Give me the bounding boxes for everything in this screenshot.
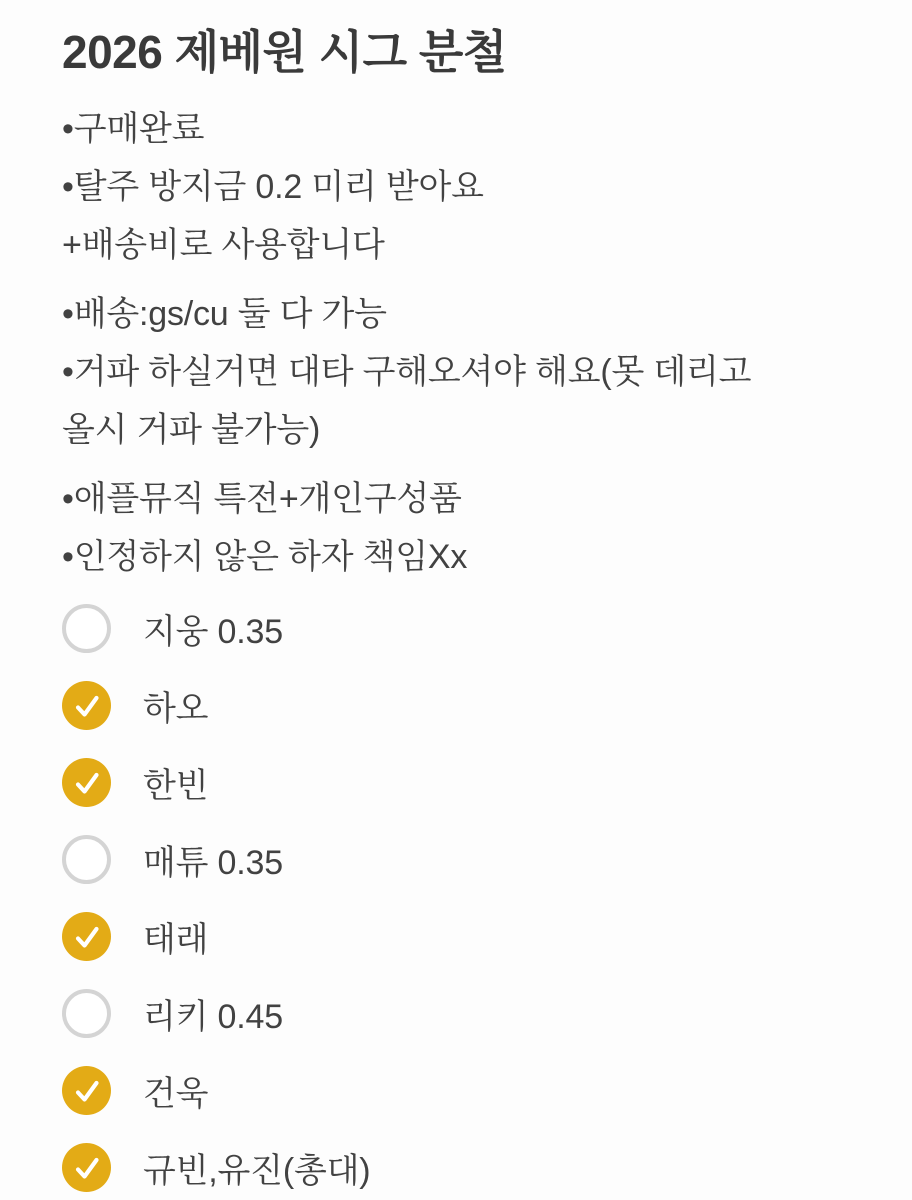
- check-icon: [72, 768, 102, 798]
- checklist-item-label: 태래: [143, 921, 209, 959]
- checklist-item-label: 건욱: [143, 1075, 209, 1113]
- checklist-item-label: 리키 0.45: [143, 998, 283, 1036]
- description-line: •거파 하실거면 대타 구해오셔야 해요(못 데리고: [62, 353, 752, 391]
- description-line: +배송비로 사용합니다: [62, 226, 385, 264]
- check-icon: [72, 1153, 102, 1183]
- description-line: •구매완료: [62, 110, 205, 148]
- checklist-row[interactable]: [62, 590, 872, 667]
- checklist: [62, 590, 872, 1200]
- checklist-item-label: 지웅 0.35: [143, 613, 283, 651]
- checklist-item-label: 규빈,유진(총대): [143, 1152, 371, 1190]
- checkbox-icon[interactable]: [62, 989, 111, 1038]
- checkbox-icon[interactable]: [62, 1066, 111, 1115]
- check-icon: [72, 1076, 102, 1106]
- checkbox-icon[interactable]: [62, 681, 111, 730]
- description-line: •애플뮤직 특전+개인구성품: [62, 480, 462, 518]
- checkbox-icon[interactable]: [62, 1143, 111, 1192]
- checklist-row[interactable]: [62, 744, 872, 821]
- description-line: 올시 거파 불가능): [62, 411, 321, 449]
- checkbox-icon[interactable]: [62, 835, 111, 884]
- description-line: •탈주 방지금 0.2 미리 받아요: [62, 168, 484, 206]
- checklist-row[interactable]: [62, 975, 872, 1052]
- checklist-item-label: 하오: [143, 690, 209, 728]
- checklist-row[interactable]: [62, 821, 872, 898]
- check-icon: [72, 922, 102, 952]
- checklist-row[interactable]: [62, 898, 872, 975]
- checklist-row[interactable]: [62, 1129, 872, 1200]
- check-icon: [72, 691, 102, 721]
- checklist-row[interactable]: [62, 1052, 872, 1129]
- description-line: •배송:gs/cu 둘 다 가능: [62, 295, 387, 333]
- checkbox-icon[interactable]: [62, 604, 111, 653]
- checkbox-icon[interactable]: [62, 758, 111, 807]
- checklist-item-label: 매튜 0.35: [143, 844, 283, 882]
- note-title: 2026 제베원 시그 분철: [62, 26, 507, 78]
- checklist-item-label: 한빈: [143, 767, 209, 805]
- note-description: [62, 100, 872, 586]
- description-line: •인정하지 않은 하자 책임Xx: [62, 538, 468, 576]
- checkbox-icon[interactable]: [62, 912, 111, 961]
- checklist-row[interactable]: [62, 667, 872, 744]
